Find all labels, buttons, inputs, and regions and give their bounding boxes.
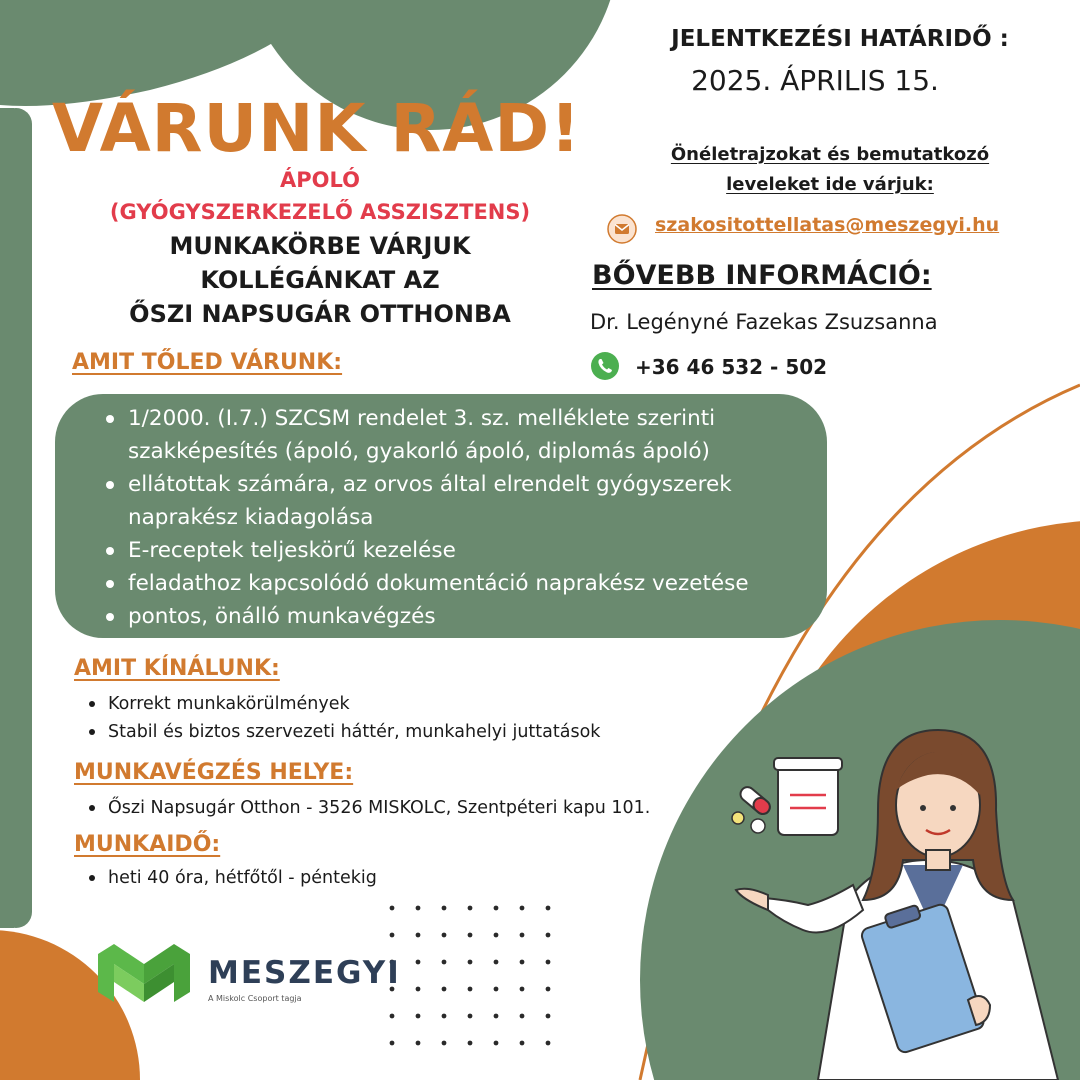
phone-number[interactable]: +36 46 532 - 502 <box>635 355 828 379</box>
meszegyi-logo-icon <box>98 944 190 1002</box>
list-item: 1/2000. (I.7.) SZCSM rendelet 3. sz. melléklete szerinti szakképesítés (ápoló, gyakorló ápoló, diplomás ápoló) <box>100 402 820 468</box>
logo-name: MESZEGYI <box>208 955 401 991</box>
list-item: heti 40 óra, hétfőtől - péntekig <box>86 864 377 892</box>
workplace-title: MUNKAVÉGZÉS HELYE: <box>74 760 354 785</box>
role-title: ÁPOLÓ <box>280 168 360 192</box>
list-item: Őszi Napsugár Otthon - 3526 MISKOLC, Szentpéteri kapu 101. <box>86 794 650 822</box>
list-item: feladathoz kapcsolódó dokumentáció naprakész vezetése <box>100 567 820 600</box>
requirements-list <box>100 402 820 633</box>
workplace-list <box>86 794 650 822</box>
phone-icon <box>590 351 620 381</box>
role-line-5: ŐSZI NAPSUGÁR OTTHONBA <box>129 300 511 328</box>
capsule-icon <box>738 784 773 817</box>
offer-title: AMIT KÍNÁLUNK: <box>74 656 280 681</box>
contact-name: Dr. Legényné Fazekas Zsuzsanna <box>590 310 938 334</box>
list-item: pontos, önálló munkavégzés <box>100 600 820 633</box>
list-item: Korrekt munkakörülmények <box>86 690 600 718</box>
role-subtitle: (GYÓGYSZERKEZELŐ ASSZISZTENS) <box>109 200 531 224</box>
application-note <box>610 140 1050 200</box>
application-note-line-1: Önéletrajzokat és bemutatkozó <box>670 144 990 165</box>
envelope-icon <box>607 214 637 244</box>
list-item: ellátottak számára, az orvos által elrendelt gyógyszerek naprakész kiadagolása <box>100 468 820 534</box>
logo-tagline: A Miskolc Csoport tagja <box>208 994 302 1003</box>
nurse-with-clipboard-and-pills-illustration <box>728 700 1080 1080</box>
role-line-3: MUNKAKÖRBE VÁRJUK <box>169 232 471 260</box>
deadline-date: 2025. ÁPRILIS 15. <box>691 64 939 97</box>
list-item: Stabil és biztos szervezeti háttér, munkahelyi juttatások <box>86 718 600 746</box>
pill-bottle-icon <box>774 758 842 835</box>
requirements-title: AMIT TŐLED VÁRUNK: <box>72 350 343 375</box>
deadline-label: JELENTKEZÉSI HATÁRIDŐ : <box>671 26 1009 52</box>
more-info-title: BŐVEBB INFORMÁCIÓ: <box>592 260 932 291</box>
role-line-4: KOLLÉGÁNKAT AZ <box>200 266 440 294</box>
list-item: E-receptek teljeskörű kezelése <box>100 534 820 567</box>
email-link[interactable]: szakositottellatas@meszegyi.hu <box>655 214 1000 236</box>
application-note-line-2: leveleket ide várjuk: <box>726 174 934 195</box>
hours-title: MUNKAIDŐ: <box>74 832 221 857</box>
hours-list <box>86 864 377 892</box>
offer-list <box>86 690 600 746</box>
headline: VÁRUNK RÁD! <box>52 90 582 167</box>
